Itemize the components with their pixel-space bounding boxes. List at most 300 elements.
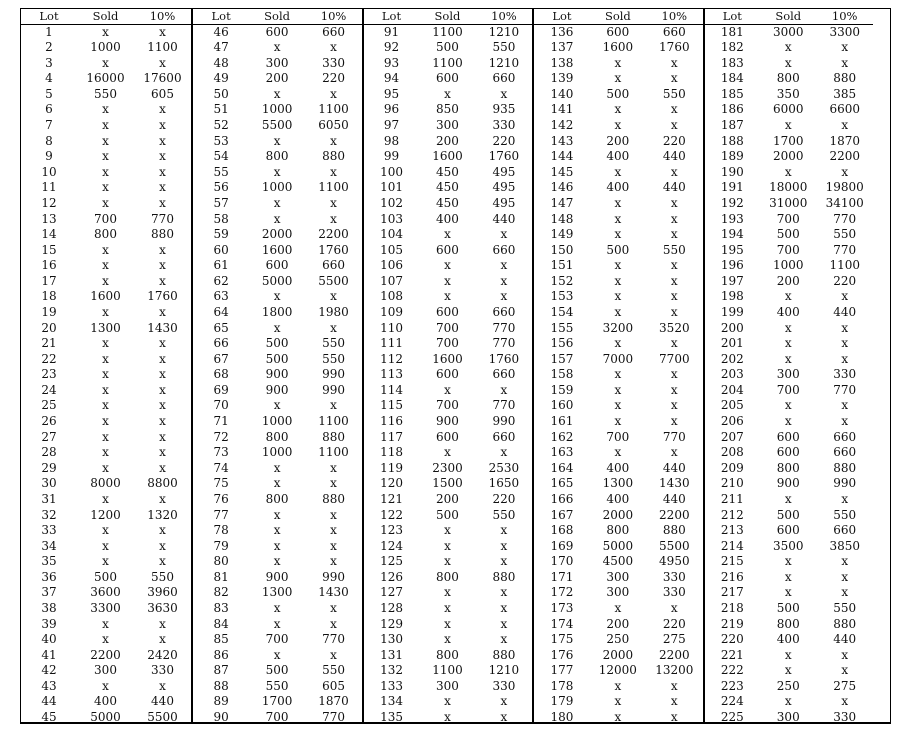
cell-sold: x	[102, 616, 109, 631]
cell-ten-percent: 880	[833, 460, 857, 475]
cell-ten-percent: 550	[662, 86, 686, 101]
table-row	[193, 134, 361, 150]
cell-sold: 1600	[261, 242, 293, 257]
table-row	[364, 40, 532, 56]
cell-ten-percent: x	[670, 367, 678, 382]
cell-ten-percent: 1100	[318, 414, 349, 429]
cell-ten-percent: 4950	[659, 554, 690, 569]
table-row	[705, 523, 873, 539]
cell-lot: 127	[380, 585, 403, 600]
cell-ten-percent: x	[159, 195, 166, 210]
cell-ten-percent: 660	[322, 258, 345, 273]
cell-sold: 16000	[86, 71, 125, 86]
cell-ten-percent: x	[159, 460, 166, 475]
cell-lot: 95	[383, 86, 400, 101]
header-sold: Sold	[264, 9, 290, 23]
table-row	[21, 243, 191, 259]
table-row	[364, 414, 532, 430]
cell-lot: 222	[720, 663, 744, 678]
cell-ten-percent: x	[159, 491, 166, 506]
cell-ten-percent: 440	[662, 491, 686, 506]
cell-ten-percent: 1100	[829, 258, 860, 273]
cell-lot: 108	[380, 289, 403, 304]
cell-lot: 180	[550, 710, 574, 725]
table-row	[705, 40, 873, 56]
cell-ten-percent: 1100	[318, 102, 349, 117]
table-row	[534, 258, 702, 274]
cell-lot: 200	[720, 320, 744, 335]
table-row	[705, 321, 873, 337]
cell-lot: 138	[550, 55, 574, 70]
table-row	[364, 274, 532, 290]
table-row	[364, 601, 532, 617]
cell-sold: 6000	[772, 102, 804, 117]
cell-ten-percent: x	[841, 336, 849, 351]
cell-sold: 600	[776, 445, 800, 460]
table-row	[193, 180, 361, 196]
cell-ten-percent: 550	[833, 600, 857, 615]
table-row	[21, 71, 191, 87]
cell-lot: 178	[550, 678, 574, 693]
table-row	[21, 352, 191, 368]
cell-lot: 151	[550, 258, 574, 273]
cell-sold: x	[102, 538, 109, 553]
header-lot: Lot	[722, 9, 742, 23]
cell-ten-percent: 6600	[829, 102, 860, 117]
cell-ten-percent: x	[841, 118, 849, 133]
cell-ten-percent: x	[500, 273, 508, 288]
cell-sold: 1700	[261, 694, 293, 709]
cell-ten-percent: 5500	[659, 538, 690, 553]
table-row	[193, 102, 361, 118]
table-row	[364, 679, 532, 695]
cell-ten-percent: 1430	[147, 320, 178, 335]
cell-ten-percent: 1870	[318, 694, 349, 709]
cell-sold: x	[614, 694, 622, 709]
cell-ten-percent: 1760	[659, 40, 690, 55]
cell-lot: 90	[213, 710, 229, 725]
cell-sold: 900	[776, 476, 800, 491]
table-row	[193, 539, 361, 555]
cell-ten-percent: x	[841, 663, 849, 678]
cell-lot: 38	[41, 600, 57, 615]
table-row	[21, 87, 191, 103]
table-block-2	[191, 9, 361, 725]
cell-sold: 700	[436, 320, 459, 335]
cell-lot: 26	[41, 414, 57, 429]
table-row	[21, 40, 191, 56]
cell-sold: 600	[606, 24, 630, 39]
cell-lot: 174	[550, 616, 574, 631]
cell-sold: x	[102, 164, 109, 179]
header-ten-percent: 10%	[661, 9, 688, 23]
cell-sold: x	[444, 585, 451, 600]
cell-sold: 18000	[769, 180, 808, 195]
cell-sold: 1600	[602, 40, 634, 55]
cell-ten-percent: 660	[833, 523, 857, 538]
cell-sold: 700	[265, 632, 289, 647]
cell-sold: 500	[776, 507, 800, 522]
cell-ten-percent: x	[159, 632, 166, 647]
table-row	[534, 508, 702, 524]
cell-lot: 88	[213, 678, 229, 693]
cell-ten-percent: x	[159, 149, 166, 164]
cell-ten-percent: 495	[492, 195, 516, 210]
cell-ten-percent: x	[841, 320, 849, 335]
cell-lot: 117	[380, 429, 403, 444]
cell-ten-percent: 2200	[318, 227, 349, 242]
cell-lot: 76	[213, 491, 229, 506]
table-row	[705, 305, 873, 321]
table-row	[534, 87, 702, 103]
cell-lot: 214	[720, 538, 744, 553]
table-row	[193, 212, 361, 228]
cell-ten-percent: x	[159, 304, 166, 319]
cell-ten-percent: 220	[492, 491, 516, 506]
cell-ten-percent: x	[841, 569, 849, 584]
cell-sold: 550	[94, 86, 117, 101]
table-row	[21, 165, 191, 181]
cell-lot: 4	[45, 71, 53, 86]
cell-ten-percent: x	[670, 398, 678, 413]
cell-ten-percent: 440	[833, 632, 857, 647]
table-row	[705, 336, 873, 352]
cell-sold: 300	[776, 710, 800, 725]
cell-lot: 44	[41, 694, 57, 709]
cell-ten-percent: 660	[492, 242, 516, 257]
table-row	[193, 367, 361, 383]
cell-sold: 900	[436, 414, 459, 429]
cell-lot: 78	[213, 523, 229, 538]
block-rows	[21, 25, 191, 726]
cell-ten-percent: 660	[322, 24, 345, 39]
table-row	[534, 149, 702, 165]
cell-ten-percent: x	[330, 523, 337, 538]
cell-lot: 149	[550, 227, 574, 242]
cell-sold: x	[784, 398, 792, 413]
cell-ten-percent: 660	[662, 24, 686, 39]
cell-sold: 5000	[90, 710, 121, 725]
table-row	[705, 492, 873, 508]
table-row	[193, 694, 361, 710]
cell-lot: 107	[380, 273, 403, 288]
cell-lot: 155	[550, 320, 574, 335]
table-row	[705, 601, 873, 617]
table-row	[21, 102, 191, 118]
cell-ten-percent: x	[330, 460, 337, 475]
cell-sold: 400	[776, 304, 800, 319]
cell-sold: x	[784, 491, 792, 506]
table-row	[21, 274, 191, 290]
table-row	[21, 694, 191, 710]
table-row	[705, 102, 873, 118]
table-row	[705, 243, 873, 259]
cell-sold: x	[614, 71, 622, 86]
cell-lot: 47	[213, 40, 229, 55]
table-row	[364, 539, 532, 555]
cell-lot: 212	[720, 507, 744, 522]
cell-ten-percent: x	[159, 242, 166, 257]
cell-ten-percent: 660	[492, 71, 516, 86]
table-row	[534, 694, 702, 710]
cell-ten-percent: x	[330, 616, 337, 631]
table-row	[21, 523, 191, 539]
cell-lot: 158	[550, 367, 574, 382]
cell-lot: 148	[550, 211, 574, 226]
table-block-5	[703, 9, 873, 725]
table-row	[705, 367, 873, 383]
cell-ten-percent: 2200	[829, 149, 860, 164]
cell-ten-percent: x	[670, 600, 678, 615]
cell-lot: 41	[41, 647, 57, 662]
table-row	[534, 383, 702, 399]
cell-lot: 121	[380, 491, 403, 506]
cell-lot: 20	[41, 320, 57, 335]
block-rows	[534, 25, 702, 726]
cell-sold: x	[444, 273, 451, 288]
cell-lot: 52	[213, 118, 229, 133]
table-row	[705, 149, 873, 165]
cell-lot: 221	[720, 647, 744, 662]
table-row	[705, 25, 873, 41]
cell-lot: 81	[213, 569, 229, 584]
cell-lot: 58	[213, 211, 229, 226]
cell-ten-percent: 770	[492, 398, 516, 413]
cell-ten-percent: 495	[492, 180, 516, 195]
table-row	[364, 321, 532, 337]
cell-lot: 25	[41, 398, 57, 413]
table-row	[705, 617, 873, 633]
cell-ten-percent: 5500	[318, 273, 349, 288]
cell-ten-percent: x	[159, 102, 166, 117]
cell-ten-percent: 3520	[659, 320, 690, 335]
cell-sold: 600	[436, 367, 459, 382]
cell-lot: 123	[380, 523, 403, 538]
cell-sold: x	[614, 102, 622, 117]
cell-lot: 192	[720, 195, 744, 210]
cell-sold: 1000	[90, 40, 121, 55]
cell-lot: 34	[41, 538, 57, 553]
header-ten-percent: 10%	[320, 9, 347, 23]
table-row	[705, 585, 873, 601]
cell-ten-percent: 2420	[147, 647, 178, 662]
cell-ten-percent: 550	[492, 507, 516, 522]
cell-sold: 450	[436, 164, 459, 179]
cell-ten-percent: x	[500, 86, 508, 101]
cell-lot: 94	[383, 71, 400, 86]
cell-sold: 1300	[602, 476, 634, 491]
cell-ten-percent: x	[330, 164, 337, 179]
table-row	[534, 539, 702, 555]
cell-lot: 96	[383, 102, 400, 117]
cell-sold: 200	[436, 491, 459, 506]
cell-lot: 31	[41, 491, 57, 506]
cell-lot: 120	[380, 476, 403, 491]
cell-ten-percent: x	[670, 382, 678, 397]
cell-ten-percent: x	[670, 414, 678, 429]
cell-sold: x	[102, 149, 109, 164]
cell-ten-percent: 6050	[318, 118, 349, 133]
cell-ten-percent: x	[670, 55, 678, 70]
cell-ten-percent: x	[330, 289, 337, 304]
cell-lot: 134	[380, 694, 403, 709]
cell-lot: 211	[720, 491, 744, 506]
cell-sold: 800	[776, 616, 800, 631]
cell-ten-percent: x	[330, 86, 337, 101]
cell-lot: 128	[380, 600, 403, 615]
table-row	[193, 461, 361, 477]
cell-lot: 216	[720, 569, 744, 584]
table-row	[193, 227, 361, 243]
cell-ten-percent: x	[159, 382, 166, 397]
cell-lot: 196	[720, 258, 744, 273]
table-row	[705, 134, 873, 150]
cell-lot: 186	[720, 102, 744, 117]
table-row	[21, 414, 191, 430]
table-row	[705, 570, 873, 586]
cell-lot: 22	[41, 351, 57, 366]
cell-sold: x	[614, 445, 622, 460]
cell-lot: 118	[380, 445, 403, 460]
table-row	[534, 352, 702, 368]
cell-sold: x	[444, 554, 451, 569]
cell-ten-percent: x	[159, 538, 166, 553]
cell-ten-percent: 440	[662, 460, 686, 475]
cell-ten-percent: 17600	[143, 71, 182, 86]
table-row	[364, 180, 532, 196]
table-row	[705, 663, 873, 679]
table-row	[364, 56, 532, 72]
cell-ten-percent: x	[330, 647, 337, 662]
cell-sold: 500	[265, 663, 289, 678]
cell-sold: x	[273, 195, 281, 210]
cell-sold: 1500	[432, 476, 463, 491]
cell-ten-percent: x	[670, 211, 678, 226]
table-row	[21, 461, 191, 477]
cell-sold: 1000	[261, 445, 293, 460]
cell-lot: 5	[45, 86, 53, 101]
table-row	[193, 710, 361, 726]
cell-ten-percent: x	[670, 102, 678, 117]
cell-sold: 2200	[90, 647, 121, 662]
cell-ten-percent: x	[841, 351, 849, 366]
cell-lot: 139	[550, 71, 574, 86]
header-row	[705, 9, 873, 25]
table-row	[21, 679, 191, 695]
cell-ten-percent: 550	[833, 227, 857, 242]
cell-ten-percent: 1760	[147, 289, 178, 304]
cell-lot: 162	[550, 429, 574, 444]
cell-ten-percent: 385	[833, 86, 857, 101]
cell-ten-percent: x	[330, 476, 337, 491]
table-row	[21, 648, 191, 664]
cell-lot: 208	[720, 445, 744, 460]
cell-lot: 198	[720, 289, 744, 304]
cell-ten-percent: 495	[492, 164, 516, 179]
table-row	[21, 617, 191, 633]
cell-sold: x	[102, 102, 109, 117]
table-row	[21, 134, 191, 150]
header-sold: Sold	[434, 9, 461, 23]
cell-lot: 122	[380, 507, 403, 522]
cell-ten-percent: x	[841, 40, 849, 55]
cell-sold: 4500	[602, 554, 634, 569]
cell-sold: x	[614, 227, 622, 242]
table-row	[193, 321, 361, 337]
cell-lot: 9	[45, 149, 53, 164]
table-row	[193, 305, 361, 321]
cell-ten-percent: x	[670, 195, 678, 210]
header-sold: Sold	[604, 9, 631, 23]
cell-lot: 172	[550, 585, 574, 600]
cell-ten-percent: x	[841, 398, 849, 413]
cell-lot: 67	[213, 351, 229, 366]
cell-sold: 500	[436, 40, 459, 55]
cell-lot: 37	[41, 585, 57, 600]
cell-lot: 140	[550, 86, 574, 101]
cell-lot: 6	[45, 102, 53, 117]
table-row	[193, 87, 361, 103]
table-row	[534, 102, 702, 118]
cell-lot: 124	[380, 538, 403, 553]
cell-lot: 91	[383, 24, 400, 39]
cell-ten-percent: x	[500, 382, 508, 397]
cell-sold: x	[784, 40, 792, 55]
table-row	[364, 585, 532, 601]
cell-lot: 132	[380, 663, 403, 678]
cell-sold: 600	[436, 242, 459, 257]
cell-lot: 129	[380, 616, 403, 631]
cell-lot: 161	[550, 414, 574, 429]
table-row	[21, 289, 191, 305]
cell-lot: 27	[41, 429, 57, 444]
cell-lot: 217	[720, 585, 744, 600]
cell-ten-percent: 1100	[147, 40, 178, 55]
cell-lot: 71	[213, 414, 229, 429]
cell-ten-percent: 7700	[659, 351, 690, 366]
cell-sold: 450	[436, 195, 459, 210]
cell-sold: 3200	[602, 320, 634, 335]
cell-lot: 70	[213, 398, 229, 413]
cell-sold: 12000	[598, 663, 637, 678]
table-row	[21, 56, 191, 72]
cell-lot: 48	[213, 55, 229, 70]
cell-lot: 10	[41, 164, 57, 179]
cell-ten-percent: 1210	[488, 55, 520, 70]
cell-lot: 116	[380, 414, 403, 429]
cell-ten-percent: x	[330, 398, 337, 413]
table-block-3	[362, 9, 532, 725]
cell-sold: 700	[436, 336, 459, 351]
cell-sold: 200	[606, 133, 630, 148]
cell-sold: x	[784, 164, 792, 179]
cell-sold: x	[102, 133, 109, 148]
cell-lot: 145	[550, 164, 574, 179]
cell-lot: 80	[213, 554, 229, 569]
cell-ten-percent: 1760	[488, 149, 520, 164]
table-row	[193, 430, 361, 446]
cell-ten-percent: 880	[492, 569, 516, 584]
cell-ten-percent: x	[841, 694, 849, 709]
table-row	[705, 694, 873, 710]
cell-lot: 29	[41, 460, 57, 475]
table-row	[21, 430, 191, 446]
header-sold: Sold	[775, 9, 802, 23]
cell-sold: x	[784, 414, 792, 429]
cell-sold: x	[614, 710, 622, 725]
table-row	[193, 274, 361, 290]
cell-lot: 65	[213, 320, 229, 335]
